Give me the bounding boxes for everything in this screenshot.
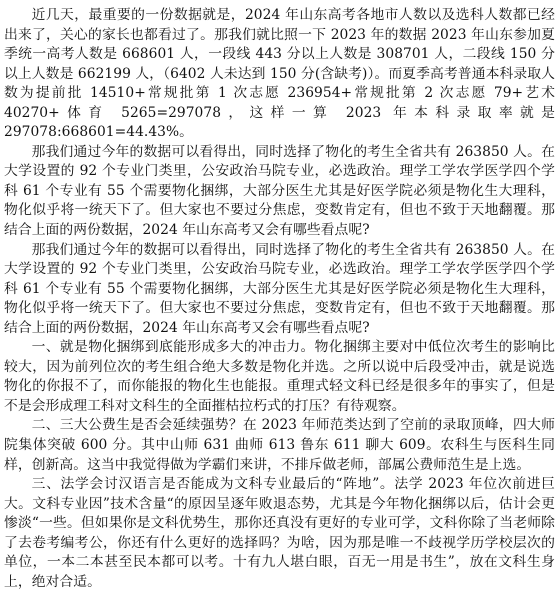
paragraph-physics-chemistry-repeat: 那我们通过今年的数据可以看得出，同时选择了物化的考生全省共有 263850 人。在大学设置的 92 个专业门类里，公安政治马院专业，必选政治。理学工学农学医学四个学科 61 个专业有 55 个需要物化捆绑，大部分医生尤其是好医学院必须是物化生大理科，物化似乎将一统天下了。但大家也不要过分焦虑，变数肯定有，但也不致于天地翻覆。那结合上面的两份数据，2024 年山东高考又会有哪些看点呢?	[4, 241, 555, 336]
article-body	[4, 6, 555, 592]
paragraph-intro-stats: 近几天，最重要的一份数据就是，2024 年山东高考各地市人数以及选科人数都已经出来了，关心的家长也都看过了。那我们就比照一下 2023 年的数据 2023 年山东参加夏季统一高考人数是 668601 人，一段线 443 分以上人数是 308701 人，二段线 150 分以上人数是 662199 人，（6402 人未达到 150 分(含缺考)）。而夏季高考普通本科录取人数为提前批 14510+常规批第 1 次志愿 236954+常规批第 2 次志愿 79+艺术 40270+体育 5265=297078，这样一算 2023 年本科录取率就是 297078:668601=44.43%。	[4, 7, 555, 141]
paragraph-physics-chemistry: 那我们通过今年的数据可以看得出，同时选择了物化的考生全省共有 263850 人。在大学设置的 92 个专业门类里，公安政治马院专业，必选政治。理学工学农学医学四个学科 61 个专业有 55 个需要物化捆绑，大部分医生尤其是好医学院必须是物化生大理科，物化似乎将一统天下了。但大家也不要过分焦虑，变数肯定有，但也不致于天地翻覆。那结合上面的两份数据，2024 年山东高考又会有哪些看点呢?	[4, 143, 555, 239]
paragraph-point-three: 三、法学会讨汉语言是否能成为文科专业最后的“阵地”。法学 2023 年位次前进巨大。文科专业因”技术含量“的原因呈逐年败退态势，尤其是今年物化捆绑以后，估计会更惨淡“一些。但如果你是文科优势生，那你还真没有更好的专业可学，文科你除了当老师除了去卷考编考公，你还有什么更好的选择吗？为啥，因为那是唯一不歧视学历学校层次的单位，一本二本甚至民本都可以考。十有九人堪白眼，百无一用是书生”，放在文科生身上，绝对合适。	[4, 476, 555, 590]
paragraph-point-two: 二、三大公费生是否会延续强势？在 2023 年师范类达到了空前的录取顶峰，四大师院集体突破 600 分。其中山师 631 曲师 613 鲁东 611 聊大 609。农科生与医科生同样，创新高。这当中我觉得做为学霸们来讲，不排斥做老师，部属公费师范生是上选。	[4, 417, 555, 473]
paragraph-point-one: 一、就是物化捆绑到底能形成多大的冲击力。物化捆绑主要对中低位次考生的影响比较大，因为前列位次的考生组合绝大多数是物化并选。之所以说中后段受冲击，就是说选物化的你报不了，而你能报的物化生也能报。重理式轻文科已经是很多年的事实了，但是不是会形成理工科对文科生的全面摧枯拉朽式的打压？有待观察。	[4, 339, 555, 414]
